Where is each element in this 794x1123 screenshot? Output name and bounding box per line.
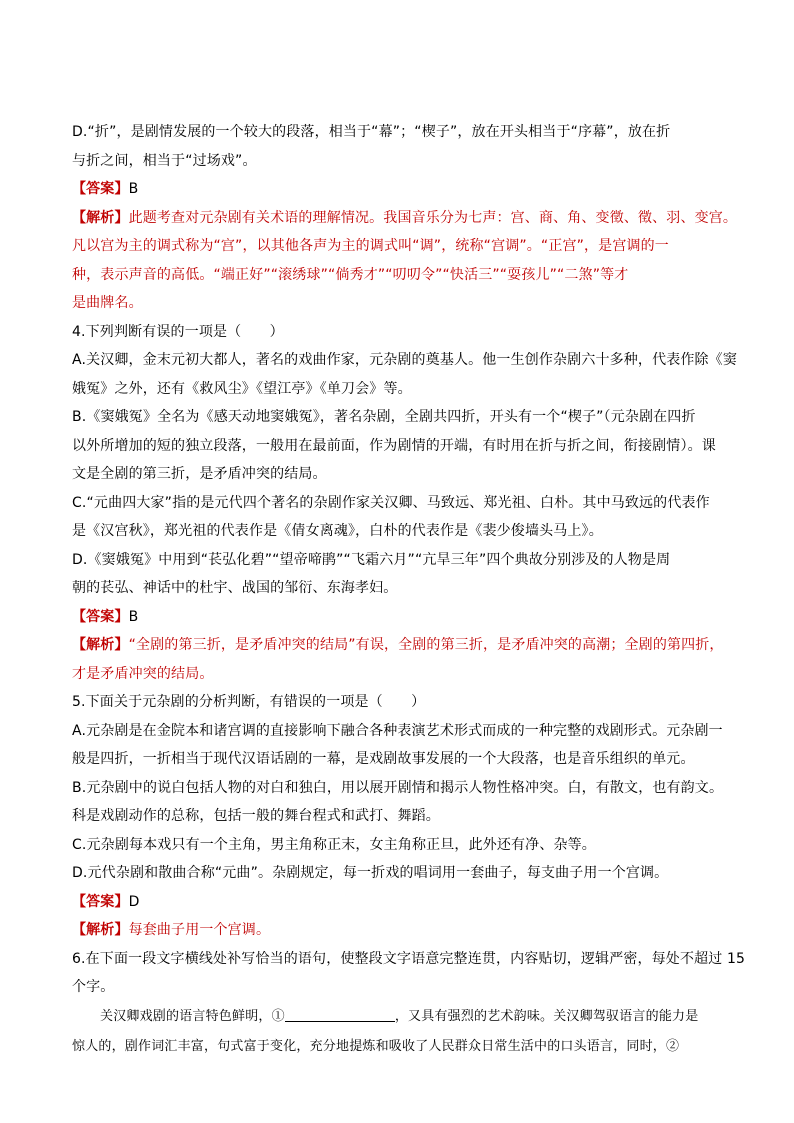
passage-text-after-blank: ，又具有强烈的艺术韵味。关汉卿驾驭语言的能力是 (394, 1008, 699, 1024)
q5-option-d-line1: D.元代杂剧和散曲合称“元曲”。杂剧规定，每一折戏的唱词用一套曲子，每支曲子用一个宫调。 (72, 865, 669, 881)
analysis-text: 每套曲子用一个宫调。 (128, 922, 271, 938)
q3-analysis-line4: 是曲牌名。 (72, 295, 143, 311)
analysis-label: 【解析】 (72, 637, 129, 653)
q4-analysis-line1 (72, 631, 732, 660)
q3-answer (72, 175, 732, 204)
q4-option-b-line3: 文是全剧的第三折，是矛盾冲突的结局。 (72, 466, 327, 482)
q3-option-d-line2: 与折之间，相当于“过场戏”。 (72, 152, 257, 169)
analysis-text: “全剧的第三折，是矛盾冲突的结局”有误，全剧的第三折，是矛盾冲突的高潮；全剧的第四折， (128, 637, 724, 653)
q3-option-d-line1: D.“折”，是剧情发展的一个较大的段落，相当于“幕”；“楔子”，放在开头相当于“序幕”，放在折 (72, 124, 671, 140)
q6-stem-line1: 6.在下面一段文字横线处补写恰当的语句，使整段文字语意完整连贯，内容贴切，逻辑严密，每处不超过 15 (72, 950, 746, 967)
q4-option-d-line2: 朝的苌弘、神话中的杜宇、战国的邹衍、东海孝妇。 (72, 580, 398, 596)
q5-stem: 5.下面关于元杂剧的分析判断，有错误的一项是（ ） (72, 694, 426, 710)
q6-passage-line2: 惊人的，剧作词汇丰富，句式富于变化，充分地提炼和吸收了人民群众日常生活中的口头语言，同时，② (72, 1038, 680, 1054)
q6-stem-line2: 个字。 (72, 979, 115, 995)
q4-option-b-line1: B.《窦娥冤》全名为《感天动地窦娥冤》，著名杂剧，全剧共四折，开头有一个“楔子”（元杂剧在四折 (72, 409, 696, 425)
fill-in-blank-1[interactable] (285, 1007, 395, 1022)
q3-analysis-line3: 种，表示声音的高低。“端正好”“滚绣球”“倘秀才”“叨叨令”“快活三”“耍孩儿”“二煞”等才 (72, 266, 629, 283)
q4-option-c-line1: C.“元曲四大家”指的是元代四个著名的杂剧作家关汉卿、马致远、郑光祖、白朴。其中马致远的代表作 (72, 494, 710, 511)
q4-option-b-line2: 以外所增加的短的独立段落，一般用在最前面，作为剧情的开端，有时用在折与折之间，衔接剧情）。课 (72, 437, 716, 454)
analysis-text: 此题考查对元杂剧有关术语的理解情况。我国音乐分为七声：宫、商、角、变徵、徵、羽、变宫。 (128, 209, 738, 226)
q5-option-a-line2: 般是四折，一折相当于现代汉语话剧的一幕，是戏剧故事发展的一个大段落，也是音乐组织的单元。 (72, 751, 695, 767)
q4-option-a-line2: 娥冤》之外，还有《救风尘》《望江亭》《单刀会》等。 (72, 380, 412, 397)
q4-answer (72, 603, 732, 632)
document-page (72, 118, 746, 1062)
analysis-label: 【解析】 (72, 922, 129, 938)
q5-analysis-line1 (72, 916, 732, 945)
q5-option-a-line1: A.元杂剧是在金院本和诸宫调的直接影响下融合各种表演艺术形式而成的一种完整的戏剧形式。元杂剧一 (72, 722, 723, 739)
answer-label: 【答案】 (72, 608, 129, 625)
q4-option-c-line2: 是《汉宫秋》，郑光祖的代表作是《倩女离魂》，白朴的代表作是《裴少俊墙头马上》。 (72, 523, 603, 539)
q4-option-d-line1: D.《窦娥冤》中用到“苌弘化碧”“望帝啼鹃”“飞霜六月”“亢旱三年”四个典故分别涉及的人物是周 (72, 551, 671, 568)
answer-label: 【答案】 (72, 181, 129, 197)
q5-option-c-line1: C.元杂剧每本戏只有一个主角，男主角称正末，女主角称正旦，此外还有净、杂等。 (72, 836, 596, 853)
q5-answer (72, 888, 732, 917)
q4-analysis-line2: 才是矛盾冲突的结局。 (72, 665, 214, 682)
answer-value: B (128, 181, 139, 197)
q5-option-b-line2: 科是戏剧动作的总称，包括一般的舞台程式和武打、舞蹈。 (72, 808, 440, 824)
analysis-label: 【解析】 (72, 209, 129, 226)
answer-value: B (128, 608, 139, 625)
q4-stem: 4.下列判断有误的一项是（ ） (72, 323, 284, 340)
q3-analysis-line1 (72, 204, 738, 233)
answer-value: D (128, 893, 140, 910)
q3-analysis-line2: 凡以宫为主的调式称为“宫”，以其他各声为主的调式叫“调”，统称“宫调”。“正宫”，是宫调的一 (72, 238, 669, 254)
answer-label: 【答案】 (72, 893, 129, 910)
q4-option-a-line1: A.关汉卿，金末元初大都人，著名的戏曲作家，元杂剧的奠基人。他一生创作杂剧六十多种，代表作除《窦 (72, 352, 737, 368)
passage-text-before-blank: 关汉卿戏剧的语言特色鲜明，① (100, 1008, 285, 1024)
q6-passage-line1 (72, 1002, 732, 1032)
q5-option-b-line1: B.元杂剧中的说白包括人物的对白和独白，用以展开剧情和揭示人物性格冲突。白，有散文，也有韵文。 (72, 779, 724, 796)
